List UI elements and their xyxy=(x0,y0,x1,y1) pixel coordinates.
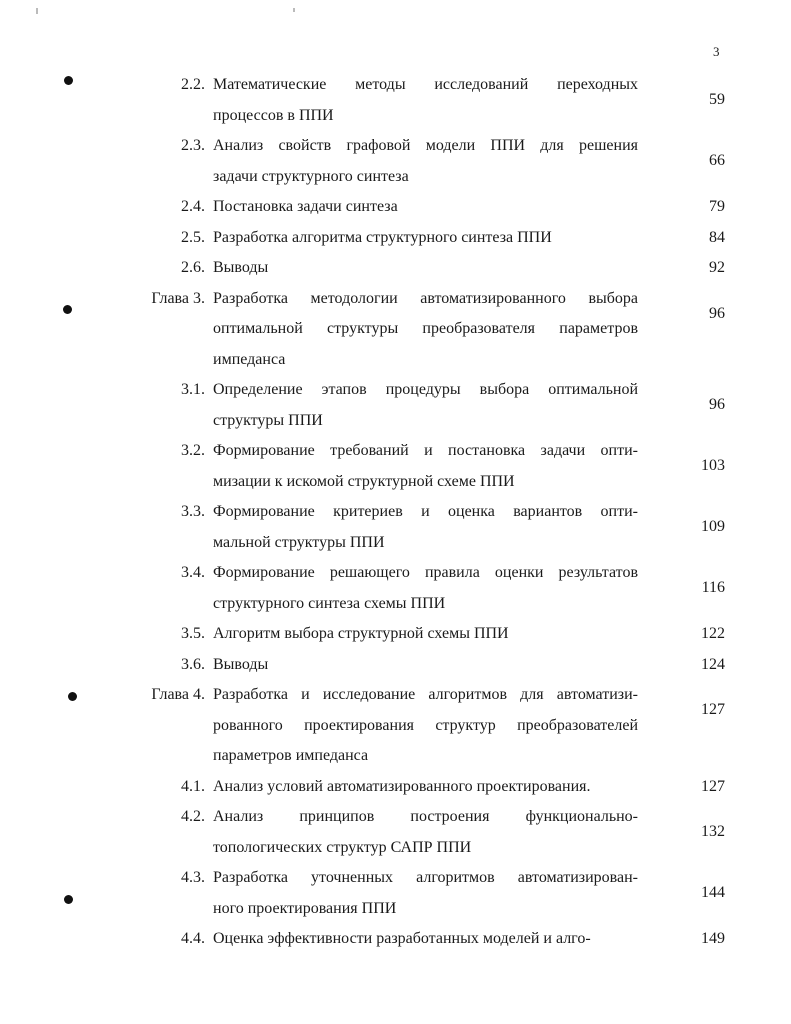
toc-entry-number: 4.4. xyxy=(181,930,205,947)
toc-entry-page: 96 xyxy=(709,396,725,413)
toc-entry-line: оптимальной структуры преобразователя параметров xyxy=(213,320,638,337)
toc-entry-line: Постановка задачи синтеза xyxy=(213,198,398,215)
scan-speck xyxy=(293,8,295,12)
toc-entry-number: 3.4. xyxy=(181,564,205,581)
toc-entry xyxy=(0,253,791,284)
toc-entry-page: 132 xyxy=(701,823,725,840)
toc-entry-line: Разработка алгоритма структурного синтеза ППИ xyxy=(213,228,552,246)
toc-entry xyxy=(0,924,791,955)
toc-entry-line: Анализ условий автоматизированного проектирования. xyxy=(213,777,591,795)
toc-entry-line: Математические методы исследований переходных xyxy=(213,76,638,93)
toc-entry-line: задачи структурного синтеза xyxy=(213,167,409,185)
toc-entry-title xyxy=(213,497,638,558)
toc-entry-number: Глава 4. xyxy=(151,686,205,703)
toc-entry-page: 84 xyxy=(709,228,725,246)
toc-entry-page: 144 xyxy=(701,884,725,901)
toc-entry-title xyxy=(213,863,638,924)
toc-entry-page: 59 xyxy=(709,91,725,108)
toc-entry xyxy=(0,772,791,803)
toc-entry xyxy=(0,619,791,650)
toc-entry-line: структуры ППИ xyxy=(213,411,323,429)
toc-entry-title xyxy=(213,70,638,131)
toc-entry xyxy=(0,192,791,223)
toc-entry-page: 92 xyxy=(709,259,725,276)
toc-entry xyxy=(0,284,791,376)
toc-entry-title xyxy=(213,436,638,497)
toc-entry-title xyxy=(213,802,638,863)
toc-entry-page: 66 xyxy=(709,152,725,169)
toc-entry-page: 127 xyxy=(701,701,725,718)
toc-entry-title xyxy=(213,375,638,436)
toc-entry-number: 3.1. xyxy=(181,381,205,398)
toc-entry-line: импеданса xyxy=(213,350,286,368)
toc-entry-title xyxy=(213,619,638,650)
toc-entry-line: топологических структур САПР ППИ xyxy=(213,838,472,856)
toc-entry-title xyxy=(213,558,638,619)
toc-entry-line: Оценка эффективности разработанных моделей и алго- xyxy=(213,930,591,947)
toc-entry xyxy=(0,375,791,436)
toc-entry-number: 4.1. xyxy=(181,777,205,795)
toc-entry-page: 124 xyxy=(701,655,725,673)
table-of-contents xyxy=(0,70,791,955)
toc-entry-line: рованного проектирования структур преобразователей xyxy=(213,716,638,734)
scan-speck xyxy=(36,8,38,14)
toc-entry-number: 3.2. xyxy=(181,442,205,459)
toc-entry-page: 109 xyxy=(701,518,725,535)
toc-entry xyxy=(0,558,791,619)
toc-entry-page: 96 xyxy=(709,304,725,322)
toc-entry-line: мальной структуры ППИ xyxy=(213,533,385,551)
toc-entry xyxy=(0,680,791,772)
toc-entry-line: Формирование критериев и оценка вариантов опти- xyxy=(213,503,638,520)
toc-entry xyxy=(0,802,791,863)
toc-entry-line: Разработка уточненных алгоритмов автоматизирован- xyxy=(213,869,638,886)
toc-entry-number: 4.3. xyxy=(181,869,205,886)
toc-entry-line: Определение этапов процедуры выбора оптимальной xyxy=(213,381,638,398)
toc-entry-line: Алгоритм выбора структурной схемы ППИ xyxy=(213,625,509,642)
toc-entry-title xyxy=(213,650,638,681)
toc-entry-title xyxy=(213,192,638,223)
toc-entry-line: Анализ принципов построения функционально- xyxy=(213,808,638,825)
toc-entry-title xyxy=(213,223,638,254)
toc-entry-line: ного проектирования ППИ xyxy=(213,899,397,917)
toc-entry-page: 103 xyxy=(701,457,725,474)
toc-entry-page: 127 xyxy=(701,777,725,795)
toc-entry-title xyxy=(213,253,638,284)
toc-entry-line: Анализ свойств графовой модели ППИ для решения xyxy=(213,137,638,154)
toc-entry-line: параметров импеданса xyxy=(213,747,369,764)
toc-entry-line: Выводы xyxy=(213,655,269,673)
toc-entry xyxy=(0,131,791,192)
toc-entry-page: 149 xyxy=(701,930,725,947)
toc-entry-page: 116 xyxy=(701,579,725,596)
toc-entry-number: 2.2. xyxy=(181,76,205,93)
toc-entry-title xyxy=(213,284,638,376)
toc-entry-line: процессов в ППИ xyxy=(213,106,334,124)
toc-entry-title xyxy=(213,924,638,955)
toc-entry-number: 3.3. xyxy=(181,503,205,520)
toc-entry-number: Глава 3. xyxy=(151,289,205,307)
toc-entry-title xyxy=(213,772,638,803)
toc-entry-line: мизации к искомой структурной схеме ППИ xyxy=(213,472,515,490)
toc-entry-title xyxy=(213,680,638,772)
toc-entry-number: 3.5. xyxy=(181,625,205,642)
toc-entry-page: 79 xyxy=(709,198,725,215)
toc-entry-number: 2.4. xyxy=(181,198,205,215)
toc-entry xyxy=(0,650,791,681)
toc-entry-line: Формирование требований и постановка задачи опти- xyxy=(213,442,638,459)
toc-entry xyxy=(0,863,791,924)
page-number: 3 xyxy=(713,44,720,59)
toc-entry-line: Выводы xyxy=(213,259,269,276)
toc-entry-title xyxy=(213,131,638,192)
toc-entry-number: 2.5. xyxy=(181,228,205,246)
toc-entry-line: Формирование решающего правила оценки результатов xyxy=(213,564,638,581)
toc-entry xyxy=(0,223,791,254)
toc-entry-line: Разработка методологии автоматизированного выбора xyxy=(213,289,638,307)
toc-entry-line: Разработка и исследование алгоритмов для автоматизи- xyxy=(213,686,638,703)
toc-entry-number: 4.2. xyxy=(181,808,205,825)
toc-entry xyxy=(0,70,791,131)
toc-entry-page: 122 xyxy=(701,625,725,642)
toc-entry-number: 2.3. xyxy=(181,137,205,154)
toc-entry xyxy=(0,497,791,558)
toc-entry-number: 3.6. xyxy=(181,655,205,673)
toc-entry-number: 2.6. xyxy=(181,259,205,276)
toc-entry xyxy=(0,436,791,497)
toc-entry-line: структурного синтеза схемы ППИ xyxy=(213,594,446,612)
